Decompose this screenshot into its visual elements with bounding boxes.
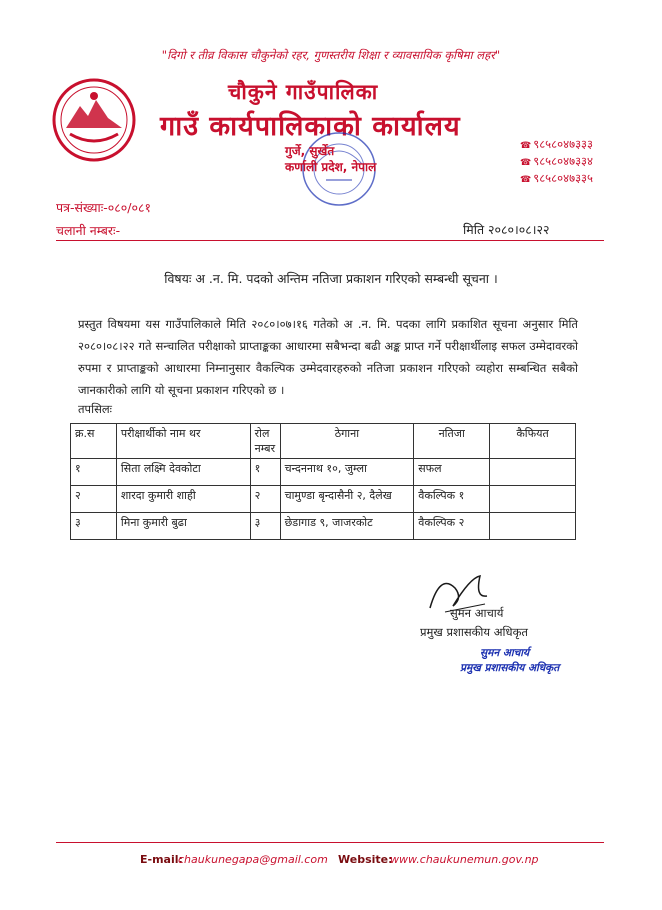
slogan: "दिगो र तीव्र विकास चौकुनेको रहर, गुणस्तरीय शिक्षा र व्यावसायिक कृषिमा लहर": [161, 48, 501, 62]
table-header-row: [71, 424, 576, 459]
dispatch-number: चलानी नम्बरः-: [56, 223, 121, 238]
header-result: नतिजा: [414, 424, 490, 459]
header-divider: [56, 240, 604, 241]
cell-name: सिता लक्ष्मि देवकोटा: [116, 459, 250, 486]
letter-number: पत्र-संख्याः-०८०/०८१: [56, 200, 152, 215]
cell-result: वैकल्पिक १: [414, 486, 490, 513]
cell-name: मिना कुमारी बुढा: [116, 513, 250, 540]
email-link[interactable]: chaukunegapa@gmail.com: [178, 853, 328, 866]
signatory-title: प्रमुख प्रशासकीय अधिकृत: [420, 625, 528, 639]
cell-serial: २: [71, 486, 117, 513]
phone-number: ☎ ९८५८०४७३३३: [520, 137, 594, 151]
table-row: [71, 513, 576, 540]
header-roll: रोल नम्बर: [250, 424, 280, 459]
phone-icon: ☎: [520, 175, 532, 185]
header-serial: क्र.स: [71, 424, 117, 459]
cell-address: चन्दननाथ १०, जुम्ला: [280, 459, 414, 486]
cell-remarks: [490, 486, 576, 513]
phone-number: ☎ ९८५८०४७३३४: [520, 154, 594, 168]
address-line2: कर्णाली प्रदेश, नेपाल: [285, 160, 377, 174]
municipality-emblem-icon: [52, 78, 136, 162]
address-line1: गुर्जे, सुर्खेत: [285, 144, 335, 158]
cell-result: सफल: [414, 459, 490, 486]
signatory-name: सुमन आचार्य: [450, 606, 504, 620]
website-link[interactable]: www.chaukunemun.gov.np: [390, 853, 539, 866]
cell-result: वैकल्पिक २: [414, 513, 490, 540]
header-remarks: कैफियत: [490, 424, 576, 459]
seal-name: सुमन आचार्य: [480, 647, 530, 659]
website-label: Website:: [338, 853, 393, 866]
org-name-line2: गाउँ कार्यपालिकाको कार्यालय: [160, 111, 461, 142]
phone-icon: ☎: [520, 158, 532, 168]
cell-serial: ३: [71, 513, 117, 540]
table-row: [71, 459, 576, 486]
cell-address: चामुण्डा बृन्दासैनी २, दैलेख: [280, 486, 414, 513]
details-label: तपसिलः: [78, 402, 112, 416]
results-table: [70, 423, 576, 540]
phone-number: ☎ ९८५८०४७३३५: [520, 171, 594, 185]
cell-roll: २: [250, 486, 280, 513]
cell-address: छेडागाड ९, जाजरकोट: [280, 513, 414, 540]
body-paragraph: प्रस्तुत विषयमा यस गाउँपालिकाले मिति २०८०।०७।१६ गतेको अ .न. मि. पदका लागि प्रकाशित सूचना अनुसार मिति २०८०।०८।२२ गते सन्चालित परीक्षाको प्राप्ताङ्कका आधारमा सबैभन्दा बढी अङ्क प्राप्त गर्ने परीक्षार्थीलाइ सफल उम्मेदावरको रुपमा र प्राप्ताङ्कको आधारमा निम्नानुसार वैकल्पिक उम्मेदवारहरुको नतिजा प्रकाशन गरिएको व्यहोरा सम्बन्धित सबैको जानकारीको लागि यो सूचना प्रकाशन गरिएको छ ।: [78, 317, 578, 397]
cell-name: शारदा कुमारी शाही: [116, 486, 250, 513]
cell-roll: १: [250, 459, 280, 486]
header-name: परीक्षार्थीको नाम थर: [116, 424, 250, 459]
cell-roll: ३: [250, 513, 280, 540]
email-label: E-mail:: [140, 853, 183, 866]
footer-divider: [56, 842, 604, 843]
cell-remarks: [490, 513, 576, 540]
org-name-line1: चौकुने गाउँपालिका: [228, 80, 379, 104]
phone-icon: ☎: [520, 141, 532, 151]
cell-serial: १: [71, 459, 117, 486]
seal-title: प्रमुख प्रशासकीय अधिकृत: [460, 662, 560, 674]
phone-list: [520, 137, 593, 188]
cell-remarks: [490, 459, 576, 486]
header-address: ठेगाना: [280, 424, 414, 459]
letter-date: मिति २०८०।०८।२२: [463, 222, 550, 237]
table-row: [71, 486, 576, 513]
subject-line: विषयः अ .न. मि. पदको अन्तिम नतिजा प्रकाशन गरिएको सम्बन्धी सूचना ।: [164, 271, 498, 286]
